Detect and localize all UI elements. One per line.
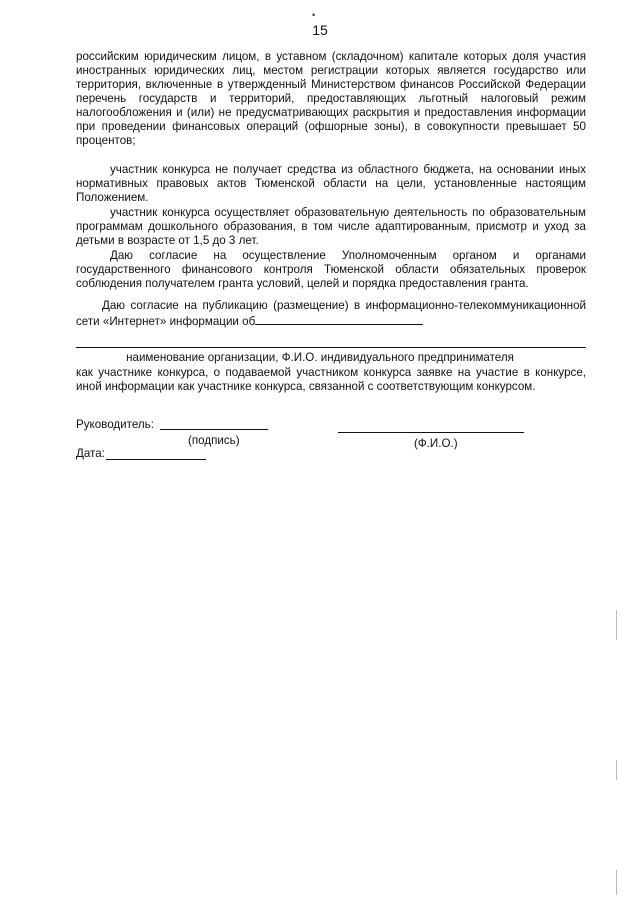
name-caption: (Ф.И.О.) bbox=[414, 437, 458, 450]
signature-line[interactable] bbox=[160, 429, 268, 430]
organization-caption: наименование организации, Ф.И.О. индивидуального предпринимателя bbox=[126, 351, 514, 364]
scan-edge-mark bbox=[616, 870, 617, 895]
page-mark: • bbox=[312, 10, 316, 20]
scan-edge-mark bbox=[616, 760, 617, 780]
publication-consent-text: Даю согласие на публикацию (размещение) в информационно-телекоммуникационной сети «Интернет» информации об bbox=[76, 299, 586, 328]
organization-fill-line[interactable] bbox=[255, 313, 423, 325]
head-label: Руководитель: bbox=[76, 418, 154, 431]
paragraph-offshore: российским юридическим лицом, в уставном (складочном) капитале которых доля участия иностранных юридических лиц, местом регистрации которых является государство или территория, включенные в утвержденный Министерством финансов Российской Федерации перечень государств и территорий, предоставляющих льготный налоговый режим налогообложения и (или) не предусматривающих раскрытия и предоставления информации при проведении финансовых операций (офшорные зоны), в совокупности превышает 50 процентов; bbox=[76, 50, 586, 147]
paragraph-participant-info: как участнике конкурса, о подаваемой участником конкурса заявке на участие в конкурсе, иной информации как участнике конкурса, связанной с соответствующим конкурсом. bbox=[76, 366, 586, 393]
paragraph-regional-budget: участник конкурса не получает средства из областного бюджета, на основании иных нормативных правовых актов Тюменской области на цели, установленные настоящим Положением. bbox=[76, 163, 586, 204]
paragraph-inspection-consent: Даю согласие на осуществление Уполномоченным органом и органами государственного финансового контроля Тюменской области обязательных проверок соблюдения получателем гранта условий, целей и порядка предоставления гранта. bbox=[76, 249, 586, 290]
name-line[interactable] bbox=[338, 432, 524, 433]
date-line[interactable] bbox=[106, 459, 206, 460]
scan-edge-mark bbox=[616, 610, 617, 640]
signature-caption: (подпись) bbox=[188, 434, 240, 447]
paragraph-publication-consent bbox=[76, 299, 586, 329]
paragraph-education: участник конкурса осуществляет образовательную деятельность по образовательным программам дошкольного образования, в том числе адаптированным, присмотр и уход за детьми в возрасте от 1,5 до 3 лет. bbox=[76, 206, 586, 247]
date-label: Дата: bbox=[76, 447, 105, 460]
organization-full-line[interactable] bbox=[76, 347, 586, 348]
page-number: 15 bbox=[312, 22, 328, 38]
